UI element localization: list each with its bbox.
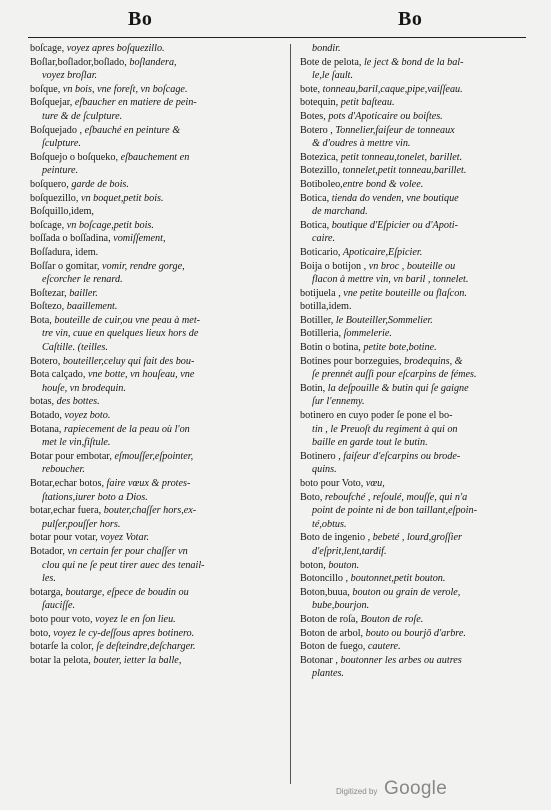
entry-line — [30, 355, 280, 369]
translation: vomiſſement, — [110, 233, 166, 245]
entry-line — [300, 599, 518, 613]
translation: bouteiller,celuy qui fait des bou- — [60, 355, 195, 367]
headword: Botonar , — [300, 654, 338, 666]
headword: boton, — [300, 559, 326, 571]
entry-line — [300, 518, 518, 532]
entry-line — [300, 69, 518, 83]
translation: boutarge, eſpece de boudin ou — [62, 586, 189, 598]
headword: Boton de fuego, — [300, 641, 366, 653]
entry-line — [300, 640, 518, 654]
headword: Botinero , — [300, 450, 341, 462]
entry-line — [30, 110, 280, 124]
translation: bouton ou grain de verole, — [349, 586, 461, 598]
entry-line — [30, 205, 280, 219]
translation: vn bois, vne foreſt, vn boſcage. — [60, 83, 188, 95]
translation: vne petite bouteille ou flaſcon. — [340, 287, 467, 299]
translation: Tonnelier,faiſeur de tonneaux — [332, 124, 455, 136]
translation: peinture. — [42, 165, 79, 177]
entry-line — [30, 300, 280, 314]
entry-line — [300, 124, 518, 138]
entry-line — [300, 96, 518, 110]
entry-line — [30, 341, 280, 355]
entry-line — [300, 273, 518, 287]
entry-line — [30, 219, 280, 233]
entry-line — [30, 572, 280, 586]
entry-line — [30, 164, 280, 178]
headword: Botica, — [300, 219, 330, 231]
translation: de marchand. — [312, 206, 368, 218]
entry-line — [30, 69, 280, 83]
entry-line — [300, 423, 518, 437]
page-header — [0, 8, 551, 34]
entry-line — [30, 586, 280, 600]
headword: Boſtezo, — [30, 301, 65, 313]
translation: vœu, — [363, 478, 385, 489]
translation: eſcorcher le renard. — [42, 274, 123, 286]
entry-line — [30, 83, 280, 97]
translation: bouton. — [325, 559, 360, 571]
headword: botas, — [30, 396, 55, 408]
translation: petit tonneau,tonelet, barillet. — [338, 151, 463, 163]
translation: faiſeur d'eſcarpins ou brode- — [340, 450, 461, 462]
translation: ture & de ſculpture. — [42, 110, 123, 122]
translation: vn certain fer pour chaſſer vn — [64, 545, 188, 557]
headword: Botilleria, — [300, 328, 342, 340]
translation: bebeté , lourd,groſſier — [370, 532, 462, 544]
headword: Boſſar o gomitar, — [30, 260, 100, 272]
translation: ſauciſſe. — [42, 600, 76, 612]
translation: houſe, vn brodequin. — [42, 382, 126, 394]
translation: d'eſprit,lent,tardif. — [312, 545, 387, 557]
translation: ſur l'ennemy. — [312, 396, 365, 408]
entry-line — [30, 518, 280, 532]
translation: bailler. — [66, 287, 98, 299]
entry-line — [30, 382, 280, 396]
translation: bondir. — [312, 43, 341, 54]
headword: botarſe la color, — [30, 641, 94, 653]
translation: tienda do venden, vne boutique — [329, 192, 459, 204]
headword: Boton,buua, — [300, 586, 350, 598]
headword: Botin o botina, — [300, 342, 361, 354]
entry-line — [30, 96, 280, 110]
entry-line — [30, 599, 280, 613]
translation: eſmouſſer,eſpointer, — [111, 450, 194, 462]
translation: tonneau,baril,caque,pipe,vaiſſeau. — [320, 83, 463, 95]
headword: boſſada o boſſadina, — [30, 233, 111, 245]
entry-line — [300, 42, 518, 56]
entry-line — [30, 287, 280, 301]
translation: des bottes. — [54, 396, 100, 408]
translation: Apoticaire,Eſpicier. — [340, 246, 423, 258]
translation: tin , le Preuoſt du regiment à qui on — [312, 423, 458, 435]
translation: vn boquet,petit bois. — [78, 192, 164, 204]
digitized-by-text: Digitized by — [336, 787, 378, 796]
translation: flacon à mettre vin, vn baril , tonnelet. — [312, 274, 469, 286]
entry-line — [30, 463, 280, 477]
header-right: Bo — [398, 8, 423, 30]
translation: reboufché , reſoulé, mouſſe, qui n'a — [322, 491, 468, 503]
headword: Boto, — [300, 491, 323, 503]
translation: bouteille de cuir,ou vne peau à met- — [51, 314, 201, 326]
entry-line — [30, 192, 280, 206]
translation: point de pointe ni de bon taillant,eſpoin- — [312, 505, 477, 517]
headword: Botado, — [30, 410, 62, 422]
translation: brodequins, & — [401, 355, 463, 367]
entry-line — [300, 382, 518, 396]
headword: boſque, — [30, 83, 61, 95]
translation: entre bond & volee. — [342, 178, 424, 190]
headword: Botero, — [30, 355, 61, 367]
headword: botar pour votar, — [30, 532, 98, 544]
translation: le Bouteiller,Sommelier. — [333, 314, 433, 326]
headword: botarga, — [30, 586, 63, 598]
entry-line — [30, 137, 280, 151]
translation: faire vœux & protes- — [104, 478, 191, 489]
headword: Botines pour borzeguies, — [300, 355, 402, 367]
headword: Boton de roſa, — [300, 613, 359, 625]
entry-line — [300, 531, 518, 545]
headword: Boto de ingenio , — [300, 532, 371, 544]
translation: le,le ſault. — [312, 70, 354, 82]
entry-line — [300, 491, 518, 505]
left-column — [30, 42, 280, 787]
translation: bouto ou bourjō d'arbre. — [363, 627, 466, 639]
entry-line — [300, 477, 518, 491]
translation: baille en garde tout le butin. — [312, 437, 428, 449]
translation: voyez le en ſon lieu. — [92, 613, 176, 625]
entry-line — [300, 56, 518, 70]
entry-line — [300, 110, 518, 124]
translation: boutonnet,petit bouton. — [348, 573, 446, 585]
headword: Botica, — [300, 192, 330, 204]
translation: vn boſcage,petit bois. — [64, 219, 154, 231]
entry-line — [300, 450, 518, 464]
translation: bube,bourjon. — [312, 600, 370, 612]
entry-line — [300, 151, 518, 165]
headword: botequin, — [300, 97, 339, 109]
headword: Botiboleo, — [300, 178, 343, 190]
entry-line — [300, 83, 518, 97]
translation: ſommelerie. — [341, 328, 392, 340]
entry-line — [300, 287, 518, 301]
translation: Caſtille. (teilles. — [42, 342, 108, 354]
headword: Botezillo, — [300, 165, 340, 177]
translation: les. — [42, 573, 56, 585]
headword: Bote de pelota, — [300, 56, 362, 68]
headword: botijuela , — [300, 287, 341, 299]
entry-line — [300, 504, 518, 518]
headword: Boſquillo,idem, — [30, 206, 94, 218]
translation: voyez Votar. — [97, 532, 149, 544]
headword: Boticario, — [300, 246, 341, 258]
header-rule — [28, 37, 526, 38]
translation: la deſpouille & butin qui ſe gaigne — [325, 382, 469, 394]
entry-line — [30, 409, 280, 423]
entry-line — [30, 314, 280, 328]
translation: petite bote,botine. — [360, 342, 437, 354]
headword: boſquezillo, — [30, 192, 79, 204]
entry-line — [300, 572, 518, 586]
entry-line — [300, 205, 518, 219]
headword: Boſlar,boſlador,boſlado, — [30, 56, 127, 68]
headword: Boſquejo o boſqueko, — [30, 151, 119, 163]
entry-line — [300, 164, 518, 178]
entry-line — [300, 246, 518, 260]
translation: & d'oudres à mettre vin. — [312, 138, 411, 150]
entry-line — [300, 409, 518, 423]
entry-line — [300, 586, 518, 600]
entry-line — [30, 491, 280, 505]
translation: vomir, rendre gorge, — [99, 260, 185, 272]
entry-line — [300, 327, 518, 341]
translation: met le vin,fiſtule. — [42, 437, 111, 449]
entry-line — [30, 42, 280, 56]
entry-line — [30, 273, 280, 287]
entry-line — [300, 232, 518, 246]
entry-line — [300, 260, 518, 274]
digitized-watermark — [300, 778, 500, 802]
entry-line — [300, 368, 518, 382]
entry-line — [300, 395, 518, 409]
entry-line — [30, 56, 280, 70]
translation: eſbauché en peinture & — [82, 124, 181, 136]
entry-line — [30, 436, 280, 450]
translation: pots d'Apoticaire ou boiſtes. — [325, 110, 443, 122]
headword: botinero en cuyo poder ſe pone el bo- — [300, 410, 453, 422]
translation: tre vin, cuue en quelques lieux hors de — [42, 328, 199, 340]
headword: botar la pelota, — [30, 654, 91, 666]
entry-line — [30, 395, 280, 409]
entry-line — [30, 124, 280, 138]
translation: tonnelet,petit tonneau,barillet. — [339, 165, 467, 177]
translation: boutique d'Eſpicier ou d'Apoti- — [329, 219, 458, 231]
translation: garde de bois. — [68, 178, 129, 190]
translation: ſtations,iurer boto a Dios. — [42, 491, 148, 503]
entry-line — [30, 260, 280, 274]
entry-line — [300, 300, 518, 314]
headword: Boija o botijon , — [300, 260, 367, 272]
header-left: Bo — [128, 8, 153, 30]
entry-line — [300, 341, 518, 355]
translation: ſe prennét auſſi pour eſcarpins de fémes. — [312, 369, 477, 381]
translation: baaillement. — [64, 301, 118, 313]
translation: vn broc , bouteille ou — [366, 260, 456, 272]
headword: Boton de arbol, — [300, 627, 364, 639]
translation: ſe deſteindre,deſcharger. — [93, 641, 196, 653]
translation: boutonner les arbes ou autres — [337, 654, 462, 666]
entry-line — [300, 545, 518, 559]
headword: boto pour voto, — [30, 613, 93, 625]
headword: botar,echar fuera, — [30, 505, 102, 517]
headword: boſcage, — [30, 43, 65, 54]
entry-line — [300, 667, 518, 681]
entry-line — [30, 327, 280, 341]
entry-line — [30, 368, 280, 382]
headword: botilla,idem. — [300, 301, 352, 313]
entry-line — [300, 314, 518, 328]
entry-line — [30, 613, 280, 627]
translation: bouter, ietter la balle, — [90, 654, 182, 666]
entry-line — [300, 654, 518, 668]
entry-line — [300, 436, 518, 450]
headword: Botin, — [300, 382, 326, 394]
translation: Bouton de roſe. — [358, 613, 424, 625]
headword: boſcage, — [30, 219, 65, 231]
entry-line — [30, 640, 280, 654]
entry-line — [300, 219, 518, 233]
entry-line — [30, 178, 280, 192]
headword: Boſtezar, — [30, 287, 67, 299]
entry-line — [30, 627, 280, 641]
headword: boto, — [30, 627, 51, 639]
headword: Boſquejado , — [30, 124, 83, 136]
headword: Botiller, — [300, 314, 334, 326]
entry-line — [300, 178, 518, 192]
headword: Botar pour embotar, — [30, 450, 112, 462]
headword: boſquero, — [30, 178, 69, 190]
headword: Botezica, — [300, 151, 339, 163]
translation: eſbauchement en — [118, 151, 190, 163]
translation: bouter,chaſſer hors,ex- — [101, 505, 197, 517]
entry-line — [30, 246, 280, 260]
translation: plantes. — [312, 668, 344, 680]
headword: Bota calçado, — [30, 369, 86, 381]
headword: Bota, — [30, 314, 52, 326]
entry-line — [300, 627, 518, 641]
translation: caire. — [312, 233, 336, 245]
translation: vne botte, vn houſeau, vne — [85, 369, 195, 381]
translation: voyez broſlar. — [42, 70, 98, 82]
headword: Botes, — [300, 110, 326, 122]
translation: clou qui ne ſe peut tirer auec des tenail- — [42, 559, 205, 571]
entry-line — [30, 559, 280, 573]
entry-line — [30, 545, 280, 559]
headword: Boſquejar, — [30, 97, 73, 109]
entry-line — [30, 654, 280, 668]
headword: bote, — [300, 83, 321, 95]
translation: pulſer,pouſſer hors. — [42, 518, 121, 530]
translation: ſculpture. — [42, 138, 81, 150]
entry-line — [30, 450, 280, 464]
right-column — [300, 42, 518, 787]
translation: reboucher. — [42, 464, 85, 476]
entry-line — [30, 151, 280, 165]
translation: le ject & bond de la bal- — [361, 56, 464, 68]
translation: voyez apres boſquezillo. — [64, 43, 165, 54]
translation: boſlandera, — [126, 56, 177, 68]
entry-line — [30, 504, 280, 518]
translation: eſbaucher en matiere de pein- — [72, 97, 197, 109]
headword: Botero , — [300, 124, 333, 136]
headword: Botana, — [30, 423, 62, 435]
entry-line — [300, 137, 518, 151]
entry-line — [300, 613, 518, 627]
headword: Botador, — [30, 545, 65, 557]
entry-line — [300, 559, 518, 573]
google-logo: Google — [384, 778, 448, 799]
translation: voyez le cy-deſſous apres botinero. — [50, 627, 195, 639]
translation: petit baſteau. — [338, 97, 395, 109]
entry-line — [30, 423, 280, 437]
entry-line — [30, 232, 280, 246]
entry-line — [300, 192, 518, 206]
column-divider — [290, 44, 291, 784]
headword: boto pour Voto, — [300, 478, 364, 489]
entry-line — [30, 477, 280, 491]
entry-line — [30, 531, 280, 545]
entry-line — [300, 463, 518, 477]
translation: voyez boto. — [61, 410, 111, 422]
translation: té,obtus. — [312, 518, 347, 530]
headword: Boſſadura, idem. — [30, 246, 99, 258]
translation: quins. — [312, 464, 337, 476]
headword: Botoncillo , — [300, 573, 349, 585]
translation: rapiecement de la peau où l'on — [61, 423, 190, 435]
translation: cautere. — [365, 641, 401, 653]
headword: Botar,echar botos, — [30, 478, 104, 489]
entry-line — [300, 355, 518, 369]
